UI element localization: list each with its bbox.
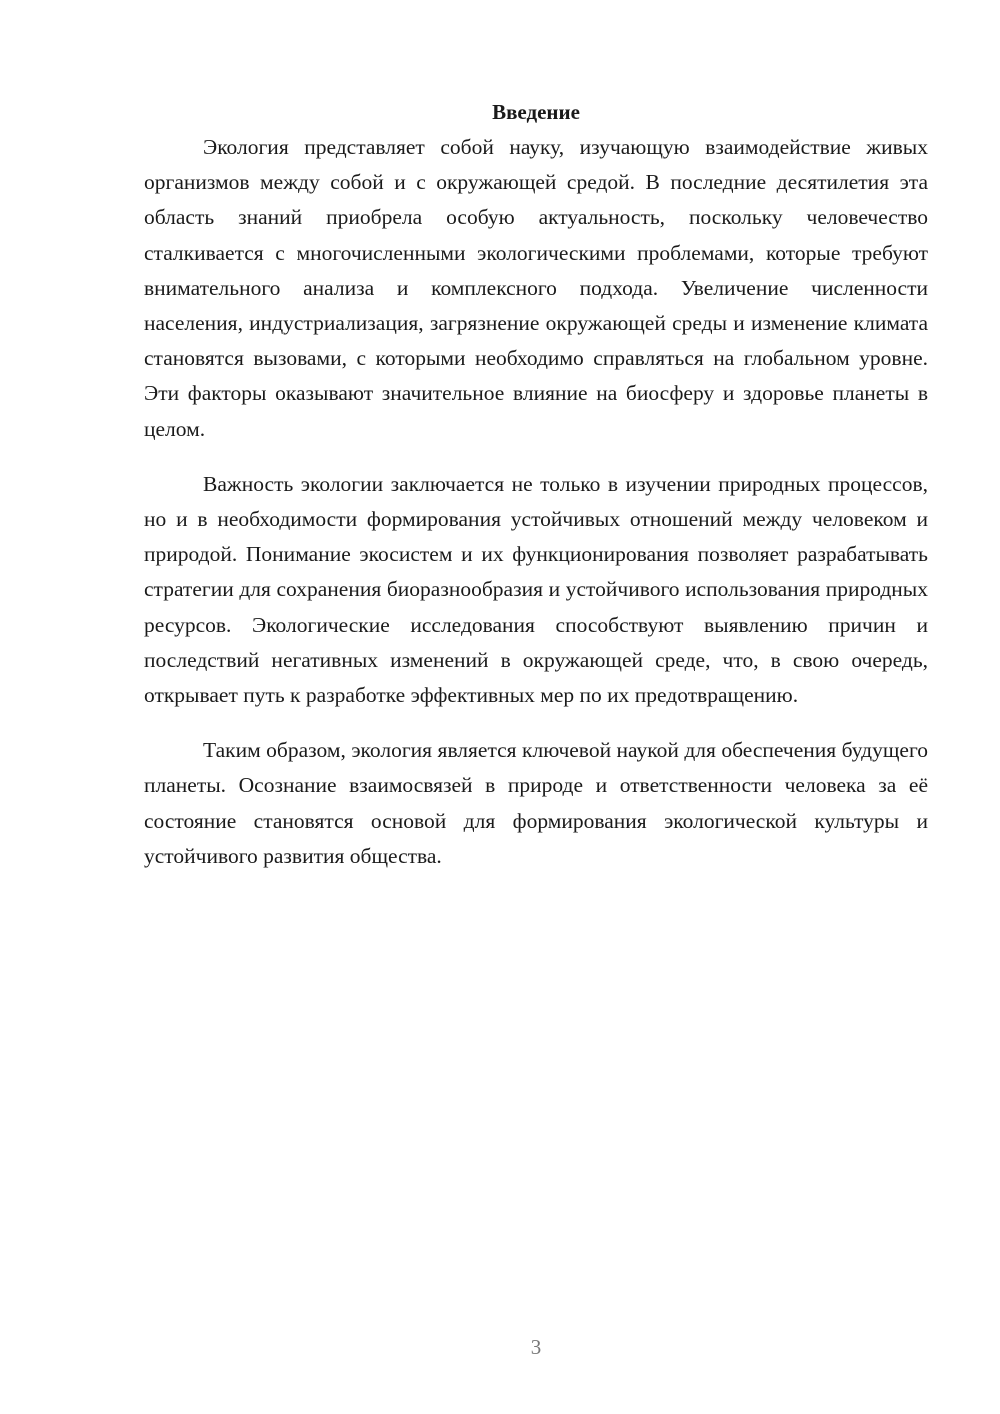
paragraph-3: Таким образом, экология является ключевой наукой для обеспечения будущего планеты. Осознание взаимосвязей в природе и ответственности человека за её состояние становятся основой для формирования экологической культуры и устойчивого развития общества. [144,738,928,868]
section-title: Введение [492,100,580,124]
page-content [144,96,928,874]
paragraph-1: Экология представляет собой науку, изучающую взаимодействие живых организмов между собой и с окружающей средой. В последние десятилетия эта область знаний приобрела особую актуальность, поскольку человечество сталкивается с многочисленными экологическими проблемами, которые требуют внимательного анализа и комплексного подхода. Увеличение численности населения, индустриализация, загрязнение окружающей среды и изменение климата становятся вызовами, с которыми необходимо справляться на глобальном уровне. Эти факторы оказывают значительное влияние на биосферу и здоровье планеты в целом. [144,135,928,441]
page-number: 3 [530,1335,542,1359]
paragraph-2: Важность экологии заключается не только в изучении природных процессов, но и в необходимости формирования устойчивых отношений между человеком и природой. Понимание экосистем и их функционирования позволяет разрабатывать стратегии для сохранения биоразнообразия и устойчивого использования природных ресурсов. Экологические исследования способствуют выявлению причин и последствий негативных изменений в окружающей среде, что, в свою очередь, открывает путь к разработке эффективных мер по их предотвращению. [144,471,928,708]
